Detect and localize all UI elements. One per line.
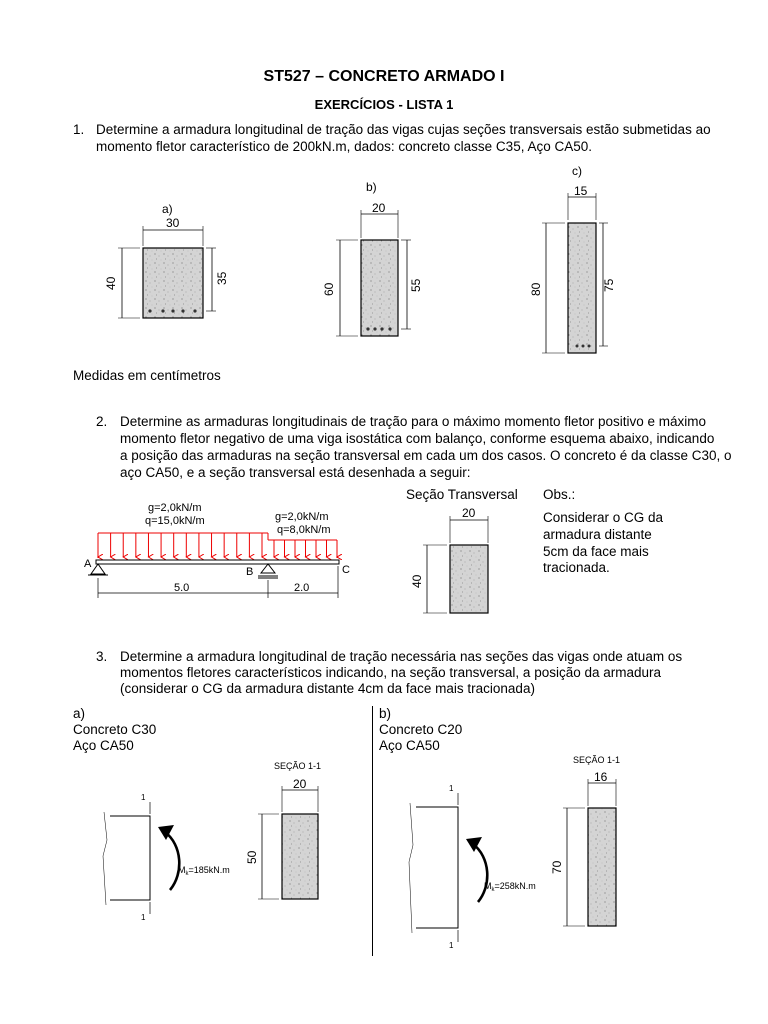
page-subtitle: EXERCÍCIOS - LISTA 1	[314, 97, 454, 112]
q3-b-cut-bottom: 1	[449, 941, 454, 950]
q1-c-width: 15	[574, 184, 588, 198]
q2-number: 2.	[96, 414, 108, 429]
q3-a-width: 20	[293, 777, 307, 791]
q2-label-a: A	[84, 558, 92, 570]
q3-b-section-label: SEÇÃO 1-1	[573, 755, 621, 765]
q3-number: 3.	[96, 649, 108, 664]
q2-support-b	[258, 564, 278, 578]
q2-cross-section	[400, 500, 500, 620]
q1-b-d: 55	[409, 278, 423, 292]
q3-a-cut-top: 1	[141, 793, 146, 802]
q2-section-width: 20	[462, 506, 476, 520]
q3-a-section-concrete	[282, 814, 318, 899]
q2-text-line1: Determine as armaduras longitudinais de tração para o máximo momento fletor positivo e máximo	[120, 414, 707, 429]
q2-beam	[96, 560, 339, 564]
q3-b-concrete: Concreto C20	[379, 722, 463, 737]
q2-obs-line4: tracionada.	[543, 560, 610, 575]
q2-label-c: C	[342, 564, 350, 576]
q1-b-label: b)	[366, 180, 377, 194]
q1-a-label: a)	[162, 202, 173, 216]
q1-c-label: c)	[572, 164, 582, 178]
q1-a-width: 30	[166, 216, 180, 230]
q2-label-b: B	[246, 566, 254, 578]
q1-c-height: 80	[529, 282, 543, 296]
q1-section-b	[322, 180, 423, 336]
q3-b-moment: $M_k=258kN.m$	[484, 881, 536, 893]
q1-c-concrete	[568, 223, 596, 353]
q3-b-cut-top: 1	[449, 784, 454, 793]
q3-a-label: a)	[73, 706, 86, 721]
q2-text-line4: aço CA50, e a seção transversal está desenhada a seguir:	[120, 465, 471, 480]
q1-text-line2: momento fletor característico de 200kN.m, dados: concreto classe C35, Aço CA50.	[96, 139, 592, 154]
q2-load2-g: g=2,0kN/m	[275, 511, 329, 523]
q2-text-line3: a posição das armaduras na seção transversal em cada um dos casos. O concreto é da classe C30, o	[120, 448, 732, 463]
q1-b-height: 60	[322, 282, 336, 296]
q2-load1-g: g=2,0kN/m	[148, 502, 202, 514]
q2-obs-line3: 5cm da face mais	[543, 544, 649, 559]
q3-a-steel: Aço CA50	[73, 738, 134, 753]
q1-b-concrete	[361, 240, 398, 336]
q1-sections-figure	[0, 155, 768, 370]
q3-a-moment-arrow	[165, 832, 179, 890]
q1-section-a	[104, 202, 229, 318]
q3-text-line2: momentos fletores característicos indicando, na seção transversal, a posição da armadura	[120, 665, 662, 680]
q3-text-line1: Determine a armadura longitudinal de tração necessária nas seções das vigas onde atuam os	[120, 649, 683, 664]
q2-text-line2: momento fletor negativo de uma viga isostática com balanço, conforme esquema abaixo, indicando	[120, 431, 715, 446]
q3-figures	[0, 745, 768, 960]
q3-text-line3: (considerar o CG da armadura distante 4cm da face mais tracionada)	[120, 681, 535, 696]
q2-section-concrete	[450, 545, 488, 613]
q1-a-concrete	[143, 248, 203, 318]
q3-b-width: 16	[594, 770, 608, 784]
q2-load2-q: q=8,0kN/m	[277, 524, 331, 536]
q3-a-cut-bottom: 1	[141, 913, 146, 922]
q3-b-label: b)	[379, 706, 392, 721]
q1-c-d: 75	[602, 278, 616, 292]
page-title: ST527 – CONCRETO ARMADO I	[263, 68, 505, 85]
q3-b-moment-arrow	[473, 844, 487, 902]
q2-span-ab: 5.0	[174, 582, 190, 594]
q3-a-section-label: SEÇÃO 1-1	[274, 761, 322, 771]
q2-obs-line1: Considerar o CG da	[543, 510, 664, 525]
q1-a-d: 35	[215, 271, 229, 285]
q3-a-beam	[103, 802, 150, 914]
q2-beam-diagram	[80, 495, 360, 605]
q3-b-section-concrete	[588, 808, 616, 926]
q2-obs-title: Obs.:	[543, 487, 576, 502]
q1-section-c	[529, 164, 616, 353]
q1-a-height: 40	[104, 276, 118, 290]
q1-b-width: 20	[372, 201, 386, 215]
q2-section-label: Seção Transversal	[406, 487, 518, 502]
q1-units-note: Medidas em centímetros	[73, 368, 221, 383]
q2-section-height: 40	[410, 574, 424, 588]
q2-load1-arrows	[98, 533, 262, 557]
q2-load1-q: q=15,0kN/m	[145, 515, 205, 527]
q3-a-height: 50	[245, 850, 259, 864]
q3-a-moment: $M_k=185kN.m$	[178, 865, 230, 877]
q3-b-beam	[409, 793, 458, 942]
q2-span-bc: 2.0	[294, 582, 310, 594]
q1-number: 1.	[73, 122, 85, 137]
q1-text-line1: Determine a armadura longitudinal de tração das vigas cujas seções transversais estão submetidas ao	[96, 122, 711, 137]
q2-load2-arrows	[274, 540, 337, 557]
q3-b-steel: Aço CA50	[379, 738, 440, 753]
q3-b-height: 70	[550, 860, 564, 874]
q3-a-concrete: Concreto C30	[73, 722, 157, 737]
q2-obs-line2: armadura distante	[543, 527, 652, 542]
